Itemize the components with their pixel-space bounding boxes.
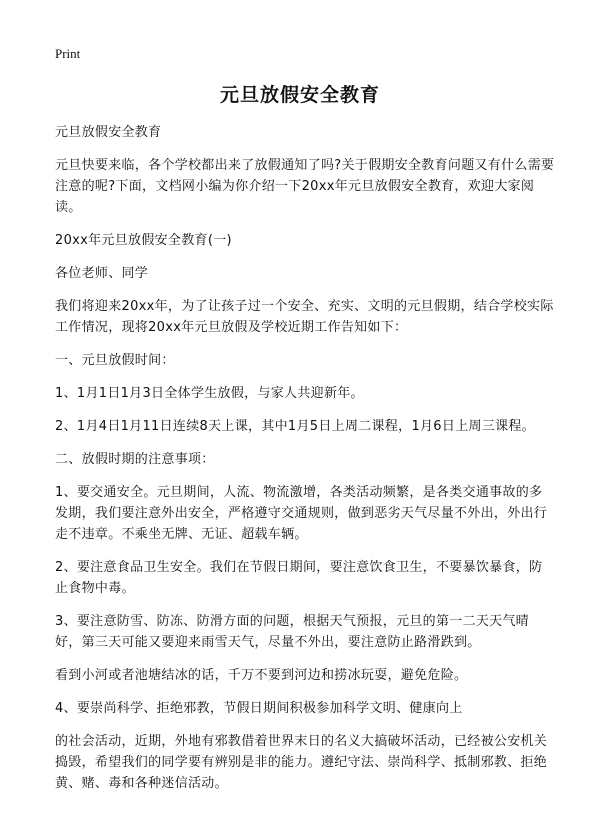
paragraph-weather-safety: 3、要注意防雪、防冻、防滑方面的问题，根据天气预报，元旦的第一二天天气晴好，第三天可能又要迎来雨雪天气，尽量不外出，要注意防止路滑跌到。 <box>55 614 530 650</box>
paragraph-notice: 我们将迎来20xx年，为了让孩子过一个安全、充实、文明的元旦假期，结合学校实际工作情况，现将20xx年元旦放假及学校近期工作告知如下： <box>55 299 554 335</box>
paragraph-traffic-safety: 1、要交通安全。元旦期间，人流、物流激增，各类活动频繁，是各类交通事故的多发期，我们要注意外出安全，严格遵守交通规则，做到恶劣天气尽量不外出，外出行走不违章。不乘坐无牌、无证、超载车辆。 <box>55 485 548 542</box>
paragraph-ice-warning: 看到小河或者池塘结冰的话，千万不要到河边和捞冰玩耍，避免危险。 <box>55 668 468 683</box>
paragraph-precautions-heading: 二、放假时期的注意事项： <box>55 452 215 467</box>
paragraph-science-continued: 的社会活动，近期，外地有邪教借着世界末日的名义大搞破坏活动，已经被公安机关捣毁，希望我们的同学要有辨别是非的能力。遵纪守法、崇尚科学、抵制邪教、拒绝黄、赌、毒和各种迷信活动。 <box>55 734 548 791</box>
paragraph-holiday-item-1: 1、1月1日1月3日全体学生放假，与家人共迎新年。 <box>55 386 364 401</box>
print-link[interactable]: Print <box>55 46 81 61</box>
paragraph-holiday-item-2: 2、1月4日1月11日连续8天上课，其中1月5日上周二课程，1月6日上周三课程。 <box>55 419 535 434</box>
paragraph-holiday-time-heading: 一、元旦放假时间： <box>55 353 175 368</box>
paragraph-intro: 元旦快要来临，各个学校都出来了放假通知了吗?关于假期安全教育问题又有什么需要注意的呢?下面，文档网小编为你介绍一下20xx年元旦放假安全教育，欢迎大家阅读。 <box>55 158 555 215</box>
paragraph-heading: 元旦放假安全教育 <box>55 125 162 140</box>
document-body <box>55 122 555 806</box>
page-title: 元旦放假安全教育 <box>219 84 380 106</box>
paragraph-section-title: 20xx年元旦放假安全教育(一) <box>55 233 232 248</box>
paragraph-science-item: 4、要崇尚科学、拒绝邪教，节假日期间积极参加科学文明、健康向上 <box>55 701 463 716</box>
paragraph-food-safety: 2、要注意食品卫生安全。我们在节假日期间，要注意饮食卫生，不要暴饮暴食，防止食物中毒。 <box>55 560 543 596</box>
paragraph-salutation: 各位老师、同学 <box>55 266 149 281</box>
